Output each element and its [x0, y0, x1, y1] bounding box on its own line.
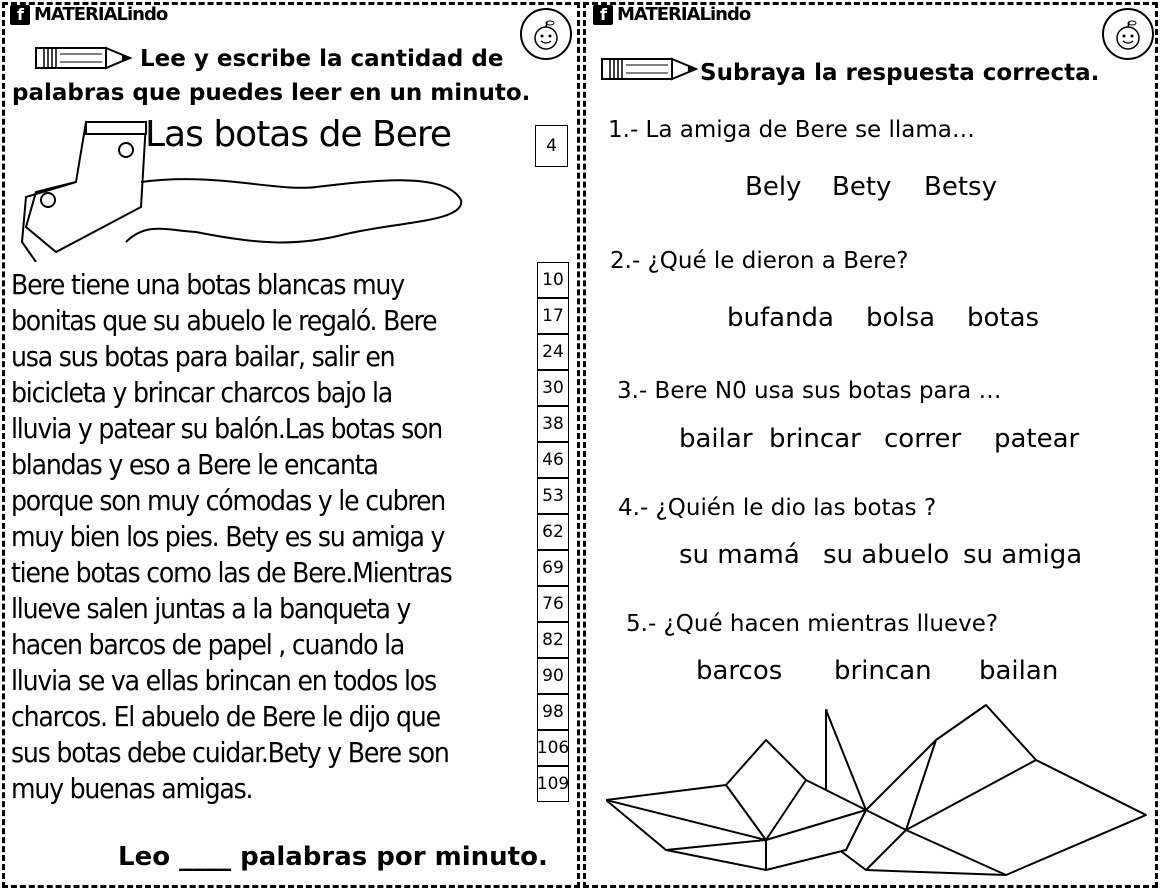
story-line: lluvia y patear su balón.Las botas son [11, 412, 443, 445]
word-count-box: 24 [537, 334, 569, 370]
story-line: tiene botas como las de Bere.Mientras [11, 556, 452, 589]
story-line: charcos. El abuelo de Bere le dijo que [11, 700, 440, 733]
answer-option[interactable]: brincar [769, 424, 861, 454]
pencil-icon [34, 44, 134, 74]
answer-option[interactable]: correr [884, 424, 962, 454]
question-3: 3.- Bere N0 usa sus botas para … [617, 378, 1002, 404]
answer-option[interactable]: bolsa [866, 303, 936, 333]
story-line: muy bien los pies. Bety es su amiga y [11, 520, 445, 553]
questions-instruction: Subraya la respuesta correcta. [700, 60, 1100, 86]
word-count-box: 90 [537, 658, 569, 694]
apple-logo-icon [1102, 8, 1154, 60]
story-line: usa sus botas para bailar, salir en [11, 340, 395, 373]
question-2: 2.- ¿Qué le dieron a Bere? [610, 248, 909, 274]
question-4: 4.- ¿Quién le dio las botas ? [618, 495, 937, 521]
word-count-box: 69 [537, 550, 569, 586]
story-line: llueve salen juntas a la banqueta y [11, 592, 411, 625]
answer-option[interactable]: barcos [696, 656, 783, 686]
paper-boats-illustration [606, 700, 1151, 880]
title-word-count: 4 [535, 125, 568, 167]
apple-logo-icon [520, 8, 572, 60]
answer-option[interactable]: bailar [679, 424, 753, 454]
word-count-box: 30 [537, 370, 569, 406]
facebook-icon: f [593, 5, 613, 25]
answer-option[interactable]: botas [967, 303, 1040, 333]
question-1: 1.- La amiga de Bere se llama… [608, 117, 975, 143]
pencil-icon [600, 55, 700, 85]
answer-option[interactable]: Bely [745, 172, 802, 202]
answer-option[interactable]: Bety [832, 172, 892, 202]
instruction-line-1: Lee y escribe la cantidad de [140, 46, 504, 72]
word-count-box: 98 [537, 694, 569, 730]
word-count-box: 62 [537, 514, 569, 550]
word-count-box: 76 [537, 586, 569, 622]
brand-logo [10, 4, 167, 25]
story-line: Bere tiene una botas blancas muy [11, 268, 404, 301]
story-line: blandas y eso a Bere le encanta [11, 448, 378, 481]
answer-option[interactable]: bailan [979, 656, 1059, 686]
instruction-line-2: palabras que puedes leer en un minuto. [12, 80, 531, 106]
story-title: Las botas de Bere [145, 114, 452, 155]
answer-option[interactable]: su abuelo [823, 540, 950, 570]
reading-footer: Leo ____ palabras por minuto. [118, 842, 548, 872]
question-5: 5.- ¿Qué hacen mientras llueve? [626, 611, 999, 637]
story-line: bicicleta y brincar charcos bajo la [11, 376, 392, 409]
story-line: porque son muy cómodas y le cubren [11, 484, 446, 517]
story-line: sus botas debe cuidar.Bety y Bere son [11, 736, 449, 769]
answer-option[interactable]: Betsy [924, 172, 997, 202]
answer-option[interactable]: su amiga [963, 540, 1083, 570]
word-count-box: 17 [537, 298, 569, 334]
brand-logo-right [593, 4, 750, 25]
story-line: muy buenas amigas. [11, 772, 253, 805]
story-line: hacen barcos de papel , cuando la [11, 628, 405, 661]
word-count-box: 10 [537, 262, 569, 298]
facebook-icon: f [10, 5, 30, 25]
brand-name: MATERIALindo [34, 4, 168, 25]
word-count-box: 82 [537, 622, 569, 658]
word-count-box: 109 [537, 766, 569, 802]
brand-name: MATERIALindo [617, 4, 751, 25]
word-count-box: 53 [537, 478, 569, 514]
story-line: bonitas que su abuelo le regaló. Bere [11, 304, 437, 337]
word-count-box: 106 [537, 730, 569, 766]
answer-option[interactable]: su mamá [679, 540, 800, 570]
story-line: lluvia se va ellas brincan en todos los [11, 664, 436, 697]
answer-option[interactable]: brincan [834, 656, 932, 686]
word-count-box: 38 [537, 406, 569, 442]
answer-option[interactable]: bufanda [727, 303, 834, 333]
word-count-box: 46 [537, 442, 569, 478]
answer-option[interactable]: patear [994, 424, 1080, 454]
